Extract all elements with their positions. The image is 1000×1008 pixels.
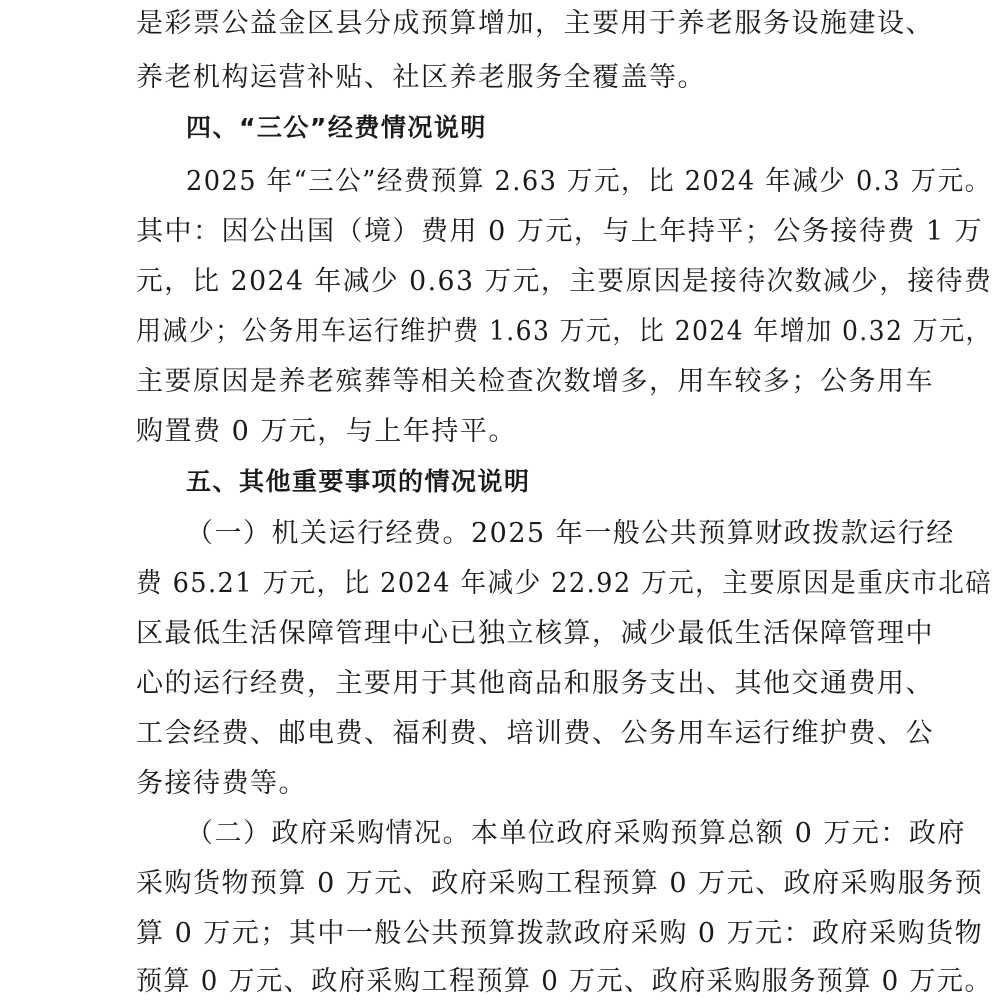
paragraph-line: 是彩票公益金区县分成预算增加，主要用于养老服务设施建设、: [136, 8, 934, 39]
paragraph-line: 主要原因是养老殡葬等相关检查次数增多，用车较多；公务用车: [136, 366, 934, 397]
paragraph-line: 2025 年“三公”经费预算 2.63 万元，比 2024 年减少 0.3 万元。: [186, 166, 992, 197]
paragraph-line: 预算 0 万元、政府采购工程预算 0 万元、政府采购服务预算 0 万元。: [136, 966, 992, 997]
paragraph-line: 算 0 万元；其中一般公共预算拨款政府采购 0 万元：政府采购货物: [136, 918, 984, 949]
paragraph-line: （一）机关运行经费。2025 年一般公共预算财政拨款运行经: [186, 518, 955, 549]
paragraph-line: （二）政府采购情况。本单位政府采购预算总额 0 万元：政府: [186, 818, 966, 849]
paragraph-line: 区最低生活保障管理中心已独立核算，减少最低生活保障管理中: [136, 618, 934, 649]
section-heading-four: 四、“三公”经费情况说明: [186, 113, 487, 142]
paragraph-line: 心的运行经费，主要用于其他商品和服务支出、其他交通费用、: [136, 668, 934, 699]
paragraph-line: 采购货物预算 0 万元、政府采购工程预算 0 万元、政府采购服务预: [136, 868, 984, 899]
paragraph-line: 费 65.21 万元，比 2024 年减少 22.92 万元，主要原因是重庆市北碚: [136, 568, 993, 599]
section-heading-five: 五、其他重要事项的情况说明: [186, 467, 531, 496]
paragraph-line: 用减少；公务用车运行维护费 1.63 万元，比 2024 年增加 0.32 万元，: [136, 316, 992, 347]
paragraph-line: 务接待费等。: [136, 768, 307, 799]
paragraph-line: 元，比 2024 年减少 0.63 万元，主要原因是接待次数减少，接待费: [136, 266, 993, 297]
paragraph-line: 养老机构运营补贴、社区养老服务全覆盖等。: [136, 62, 706, 93]
paragraph-line: 购置费 0 万元，与上年持平。: [136, 416, 517, 447]
paragraph-line: 其中：因公出国（境）费用 0 万元，与上年持平；公务接待费 1 万: [136, 216, 984, 247]
paragraph-line: 工会经费、邮电费、福利费、培训费、公务用车运行维护费、公: [136, 718, 934, 749]
